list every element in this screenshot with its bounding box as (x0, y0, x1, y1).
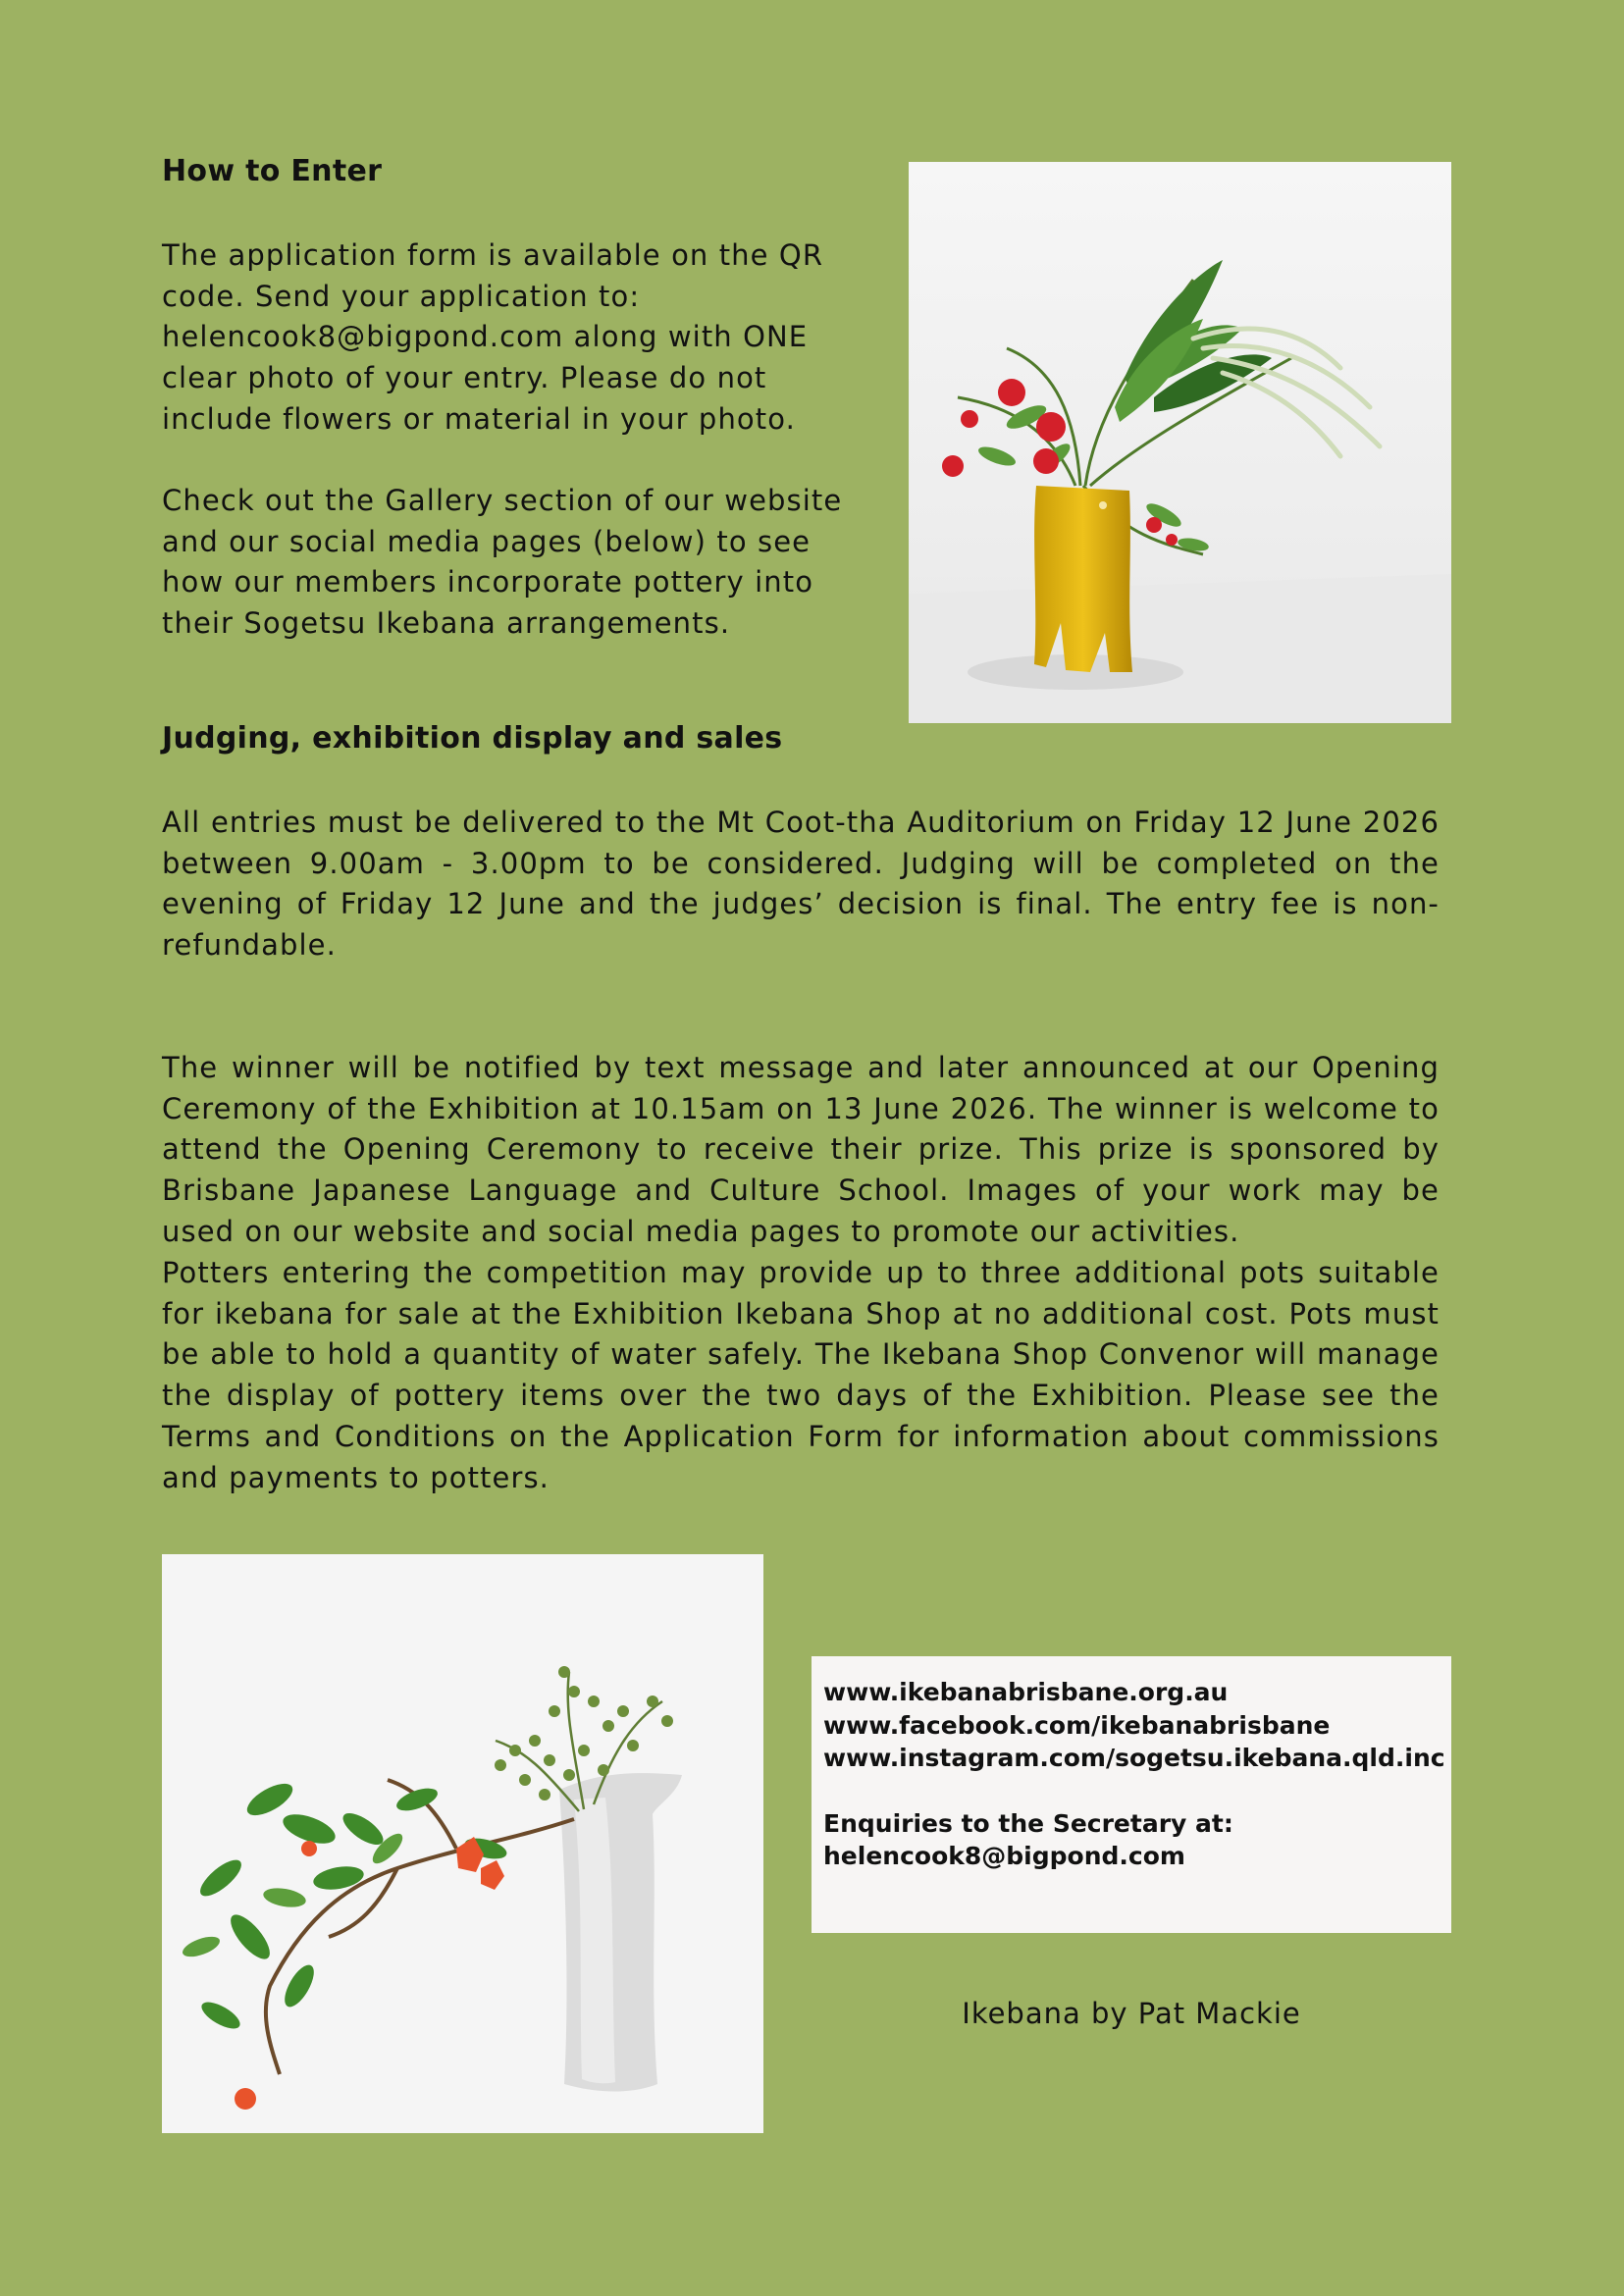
judging-paragraph-1: All entries must be delivered to the Mt Coot-tha Auditorium on Friday 12 June 2026 between 9.00am - 3.00pm to be considered. Judging will be completed on the evening of Friday 12 June and the judges’ decision is final. The entry fee is non-refundable. (162, 806, 1440, 963)
yellow-vase-ikebana-photo (909, 162, 1451, 723)
enquiries-label: Enquiries to the Secretary at: (823, 1808, 1233, 1838)
yellow-vase-ikebana-illustration (909, 162, 1451, 723)
photo-caption: Ikebana by Pat Mackie (962, 1997, 1301, 2030)
enquiries-email-link[interactable]: helencook8@bigpond.com (823, 1842, 1185, 1870)
website-link[interactable]: www.ikebanabrisbane.org.au (823, 1678, 1229, 1706)
spacer (823, 1775, 1440, 1807)
social-links-box (812, 1656, 1451, 1933)
white-vase-ikebana-photo (162, 1554, 763, 2133)
judging-paragraph-2: The winner will be notified by text message and later announced at our Opening Ceremony of the Exhibition at 10.15am on 13 June 2026. The winner is welcome to attend the Opening Ceremony to receive their prize. This prize is sponsored by Brisbane Japanese Language and Culture School. Images of your work may be used on our website and social media pages to promote our activities. (162, 1051, 1440, 1248)
how-to-enter-paragraph-1: The application form is available on the QR code. Send your application to: helencook8@bigpond.com along with ONE clear photo of your entry. Please do not include flowers or material in your photo. (162, 238, 824, 436)
email-link: helencook8@bigpond.com along with ONE (162, 320, 809, 354)
judging-paragraph-3: Potters entering the competition may provide up to three additional pots suitable for ikebana for sale at the Exhibition Ikebana Shop at no additional cost. Pots must be able to hold a quantity of water safely. The Ikebana Shop Convenor will manage the display of pottery items over the two days of the Exhibition. Please see the Terms and Conditions on the Application Form for information about commissions and payments to potters. (162, 1256, 1440, 1494)
white-vase-ikebana-illustration (162, 1554, 763, 2133)
how-to-enter-paragraph-2: Check out the Gallery section of our website and our social media pages (below) to see how our members incorporate pottery into their Sogetsu Ikebana arrangements. (162, 484, 843, 641)
instagram-link[interactable]: www.instagram.com/sogetsu.ikebana.qld.inc (823, 1744, 1445, 1772)
how-to-enter-heading: How to Enter (162, 154, 383, 188)
judging-heading: Judging, exhibition display and sales (162, 721, 783, 756)
facebook-link[interactable]: www.facebook.com/ikebanabrisbane (823, 1710, 1331, 1740)
